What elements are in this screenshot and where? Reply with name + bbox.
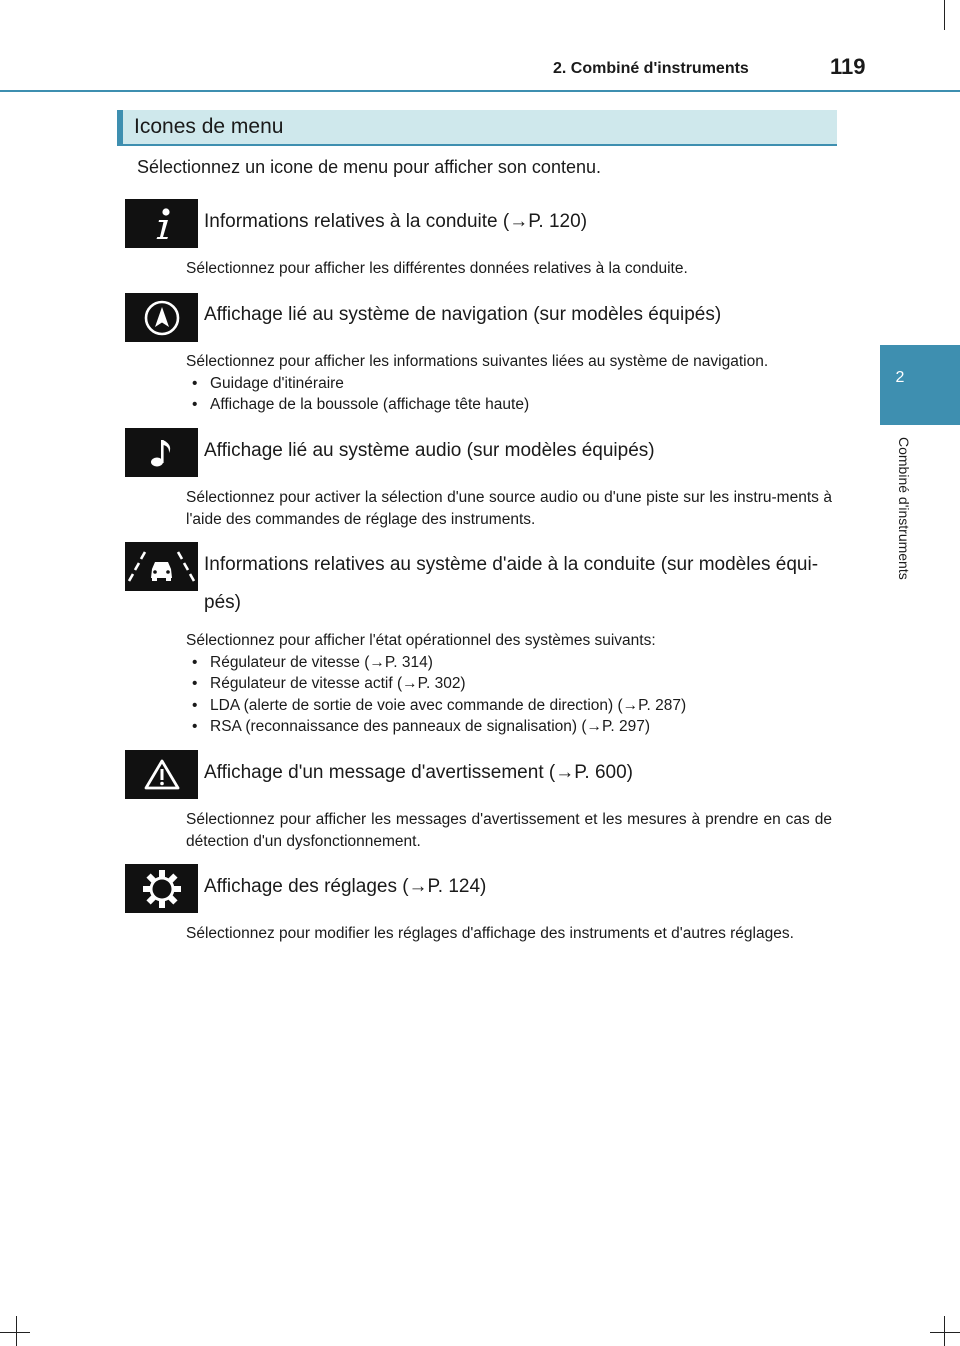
info-icon bbox=[125, 199, 198, 248]
item-title: Affichage lié au système de navigation (sur modèles équipés) bbox=[204, 304, 722, 325]
item-description bbox=[186, 809, 832, 852]
item-description-text: Sélectionnez pour afficher les différentes données relatives à la conduite. bbox=[186, 260, 688, 277]
item-description-text: Sélectionnez pour modifier les réglages d'affichage des instruments et d'autres réglages. bbox=[186, 925, 794, 942]
list-item: • LDA (alerte de sortie de voie avec commande de direction) (→P. 287) bbox=[186, 695, 832, 717]
chapter-tab-label: Combiné d'instruments bbox=[896, 437, 912, 580]
item-description bbox=[186, 351, 832, 416]
item-description-text: Sélectionnez pour afficher les informations suivantes liées au système de navigation. bbox=[186, 353, 769, 370]
item-title: Affichage lié au système audio (sur modèles équipés) bbox=[204, 440, 655, 461]
item-description-text: Sélectionnez pour afficher l'état opérationnel des systèmes suivants: bbox=[186, 632, 656, 649]
item-title: Informations relatives à la conduite (→P. 120) bbox=[204, 211, 588, 232]
warning-icon bbox=[125, 750, 198, 799]
bullet-symbol: • bbox=[192, 696, 198, 714]
bullet-symbol: • bbox=[192, 374, 198, 392]
section-accent bbox=[117, 110, 123, 144]
bullet-symbol: • bbox=[192, 675, 198, 692]
chapter-tab bbox=[880, 345, 960, 425]
item-description bbox=[186, 258, 832, 280]
list-item: • Régulateur de vitesse (→P. 314) bbox=[186, 652, 832, 674]
list-item: • Régulateur de vitesse actif (→P. 302) bbox=[186, 673, 832, 695]
page-number: 119 bbox=[830, 54, 866, 79]
item-description bbox=[186, 630, 832, 738]
list-item: • RSA (reconnaissance des panneaux de signalisation) (→P. 297) bbox=[186, 716, 832, 738]
list-item: • Guidage d'itinéraire bbox=[186, 373, 832, 395]
list-item: • Affichage de la boussole (affichage tête haute) bbox=[186, 394, 832, 416]
driving-assist-icon bbox=[125, 542, 198, 591]
bullet-symbol: • bbox=[192, 718, 198, 735]
item-title: Affichage des réglages (→P. 124) bbox=[204, 876, 487, 897]
section-intro: Sélectionnez un icone de menu pour afficher son contenu. bbox=[137, 157, 601, 177]
chapter-tab-number: 2 bbox=[895, 369, 905, 386]
item-title: Affichage d'un message d'avertissement (→P. 600) bbox=[204, 762, 634, 783]
crop-mark bbox=[944, 1316, 945, 1346]
chapter-title: 2. Combiné d'instruments bbox=[553, 60, 749, 77]
header-rule bbox=[0, 90, 960, 92]
music-note-icon bbox=[125, 428, 198, 477]
section-title: Icones de menu bbox=[134, 115, 284, 138]
bullet-symbol: • bbox=[192, 653, 198, 671]
item-description-text: Sélectionnez pour activer la sélection d'une source audio ou d'une piste sur les instru-ments à l'aide des commandes de réglage des instruments. bbox=[186, 489, 832, 528]
item-description bbox=[186, 923, 832, 945]
item-description bbox=[186, 487, 832, 530]
navigation-icon bbox=[125, 293, 198, 342]
item-description-text: Sélectionnez pour afficher les messages d'avertissement et les mesures à prendre en cas de détection d'un dysfonctionnement. bbox=[186, 811, 832, 850]
crop-mark bbox=[930, 1332, 960, 1333]
section-heading bbox=[117, 110, 837, 146]
crop-mark bbox=[16, 1316, 17, 1346]
crop-mark bbox=[944, 0, 945, 30]
item-title: Informations relatives au système d'aide à la conduite (sur modèles équi-pés) bbox=[204, 554, 819, 613]
crop-mark bbox=[0, 1332, 30, 1333]
gear-icon bbox=[125, 864, 198, 913]
bullet-symbol: • bbox=[192, 396, 198, 413]
